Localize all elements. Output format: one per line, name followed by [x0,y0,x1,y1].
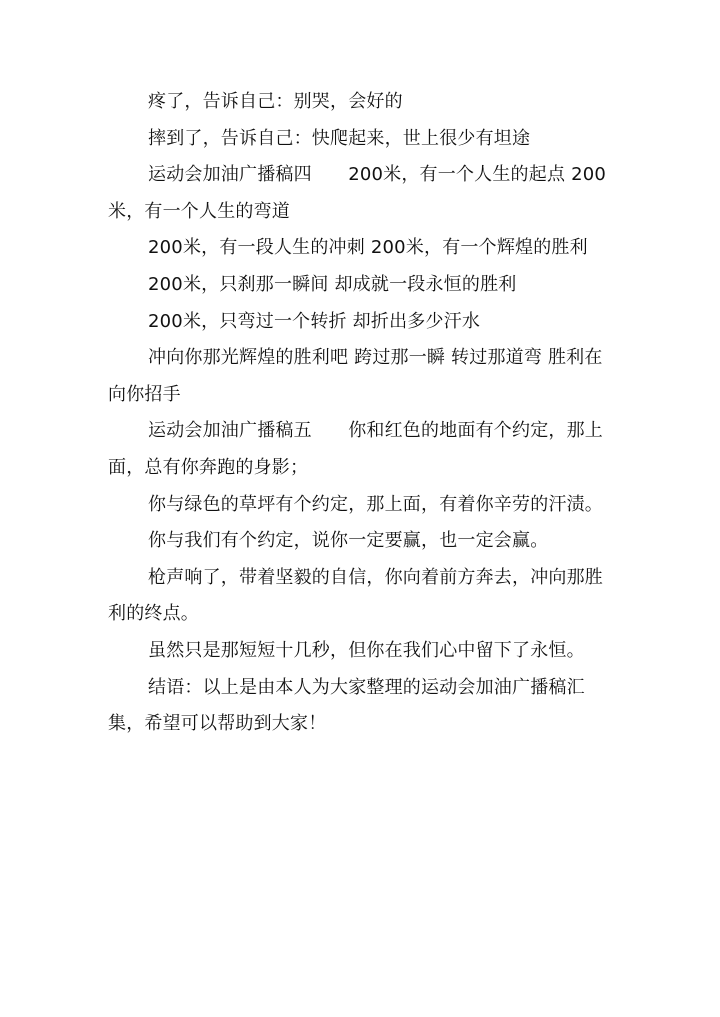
paragraph: 虽然只是那短短十几秒，但你在我们心中留下了永恒。 [148,639,585,661]
paragraph: 摔到了，告诉自己：快爬起来，世上很少有坦途 [148,127,531,149]
paragraph: 200米，只刹那一瞬间 却成就一段永恒的胜利 [148,273,517,295]
paragraph: 疼了，告诉自己：别哭，会好的 [148,91,403,112]
paragraph: 运动会加油广播稿五 你和红色的地面有个约定，那上面，总有你奔跑的身影； [108,420,603,478]
document-body [108,84,612,743]
paragraph: 结语：以上是由本人为大家整理的运动会加油广播稿汇集，希望可以帮助到大家！ [108,676,585,735]
paragraph: 你与我们有个约定，说你一定要赢，也一定会赢。 [148,530,549,552]
paragraph: 你与绿色的草坪有个约定，那上面，有着你辛劳的汗渍。 [148,493,603,515]
paragraph: 冲向你那光辉煌的胜利吧 跨过那一瞬 转过那道弯 胜利在向你招手 [108,347,603,405]
paragraph: 运动会加油广播稿四 200米，有一个人生的起点 200米，有一个人生的弯道 [108,164,607,222]
paragraph: 200米，有一段人生的冲刺 200米，有一个辉煌的胜利 [148,237,588,259]
paragraph: 枪声响了，带着坚毅的自信，你向着前方奔去，冲向那胜利的终点。 [108,566,603,625]
paragraph: 200米，只弯过一个转折 却折出多少汗水 [148,310,481,332]
